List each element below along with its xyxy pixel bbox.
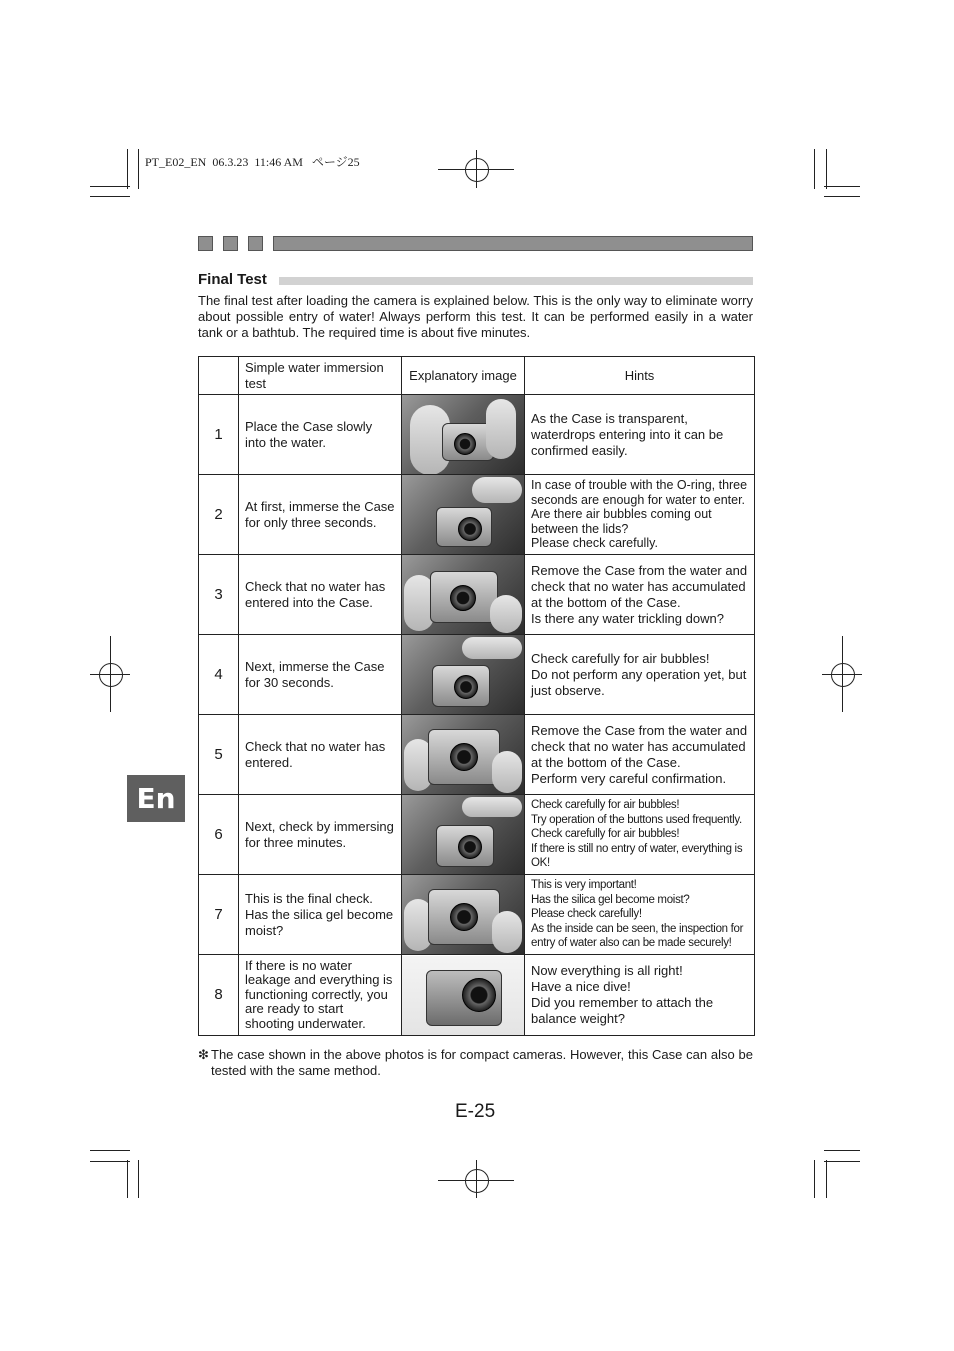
step-hints	[525, 395, 755, 475]
crop-mark	[90, 196, 130, 197]
step-number: 6	[199, 795, 239, 875]
explanatory-photo	[402, 715, 524, 794]
footnote-mark: ❇	[198, 1047, 209, 1062]
hint-line: Check carefully for air bubbles!	[531, 799, 680, 812]
step-hints	[525, 795, 755, 875]
explanatory-photo	[402, 475, 524, 554]
hint-line: If there is still no entry of water, everything is OK!	[531, 842, 743, 870]
explanatory-photo	[402, 875, 524, 954]
hint-line: As the Case is transparent, waterdrops entering into it can be confirmed easily.	[531, 410, 724, 458]
print-date: 06.3.23	[212, 155, 249, 169]
hint-line: Has the silica gel become moist?	[531, 893, 690, 906]
step-number: 1	[199, 395, 239, 475]
table-row	[199, 715, 755, 795]
table-row	[199, 555, 755, 635]
explanatory-photo	[402, 555, 524, 634]
step-instruction: This is the final check. Has the silica gel become moist?	[239, 875, 402, 955]
table-row	[199, 475, 755, 555]
section-title: Final Test	[198, 271, 267, 288]
step-number: 4	[199, 635, 239, 715]
step-number: 8	[199, 955, 239, 1036]
steps-table	[198, 356, 755, 1036]
step-instruction: Check that no water has entered into the Case.	[239, 555, 402, 635]
hint-line: This is very important!	[531, 879, 637, 892]
table-row	[199, 955, 755, 1036]
print-file: PT_E02_EN	[145, 155, 207, 169]
explanatory-photo	[402, 395, 524, 474]
hint-line: Remove the Case from the water and check that no water has accumulated at the bottom of the Case.	[531, 562, 748, 610]
print-meta	[145, 153, 360, 170]
step-number: 5	[199, 715, 239, 795]
step-hints	[525, 955, 755, 1036]
title-rule	[279, 277, 753, 285]
header-image: Explanatory image	[402, 357, 525, 395]
step-hints	[525, 555, 755, 635]
explanatory-photo	[402, 635, 524, 714]
table-row	[199, 795, 755, 875]
step-image-cell	[402, 475, 525, 555]
step-image-cell	[402, 795, 525, 875]
crop-mark	[90, 186, 130, 187]
step-image-cell	[402, 715, 525, 795]
step-hints	[525, 875, 755, 955]
footnote-text: The case shown in the above photos is for compact cameras. However, this Case can also be tested with the same method.	[211, 1047, 753, 1078]
crop-mark	[138, 149, 139, 189]
intro-paragraph: The final test after loading the camera is explained below. This is the only way to eliminate worry about possible entry of water! Always perform this test. It can be performed easily in a water tank or a bathtub. The required time is about five minutes.	[198, 293, 753, 340]
step-instruction: If there is no water leakage and everything is functioning correctly, you are ready to start shooting underwater.	[239, 955, 402, 1036]
crop-mark	[824, 1161, 860, 1162]
explanatory-photo	[402, 956, 524, 1035]
table-row	[199, 635, 755, 715]
step-image-cell	[402, 635, 525, 715]
crop-mark	[826, 149, 827, 189]
hint-line: In case of trouble with the O-ring, three seconds are enough for water to enter. Are there air bubbles coming out between the lids?	[531, 478, 748, 536]
hint-line: Please check carefully.	[531, 536, 658, 551]
step-instruction: At first, immerse the Case for only three seconds.	[239, 475, 402, 555]
table-row	[199, 395, 755, 475]
step-instruction: Place the Case slowly into the water.	[239, 395, 402, 475]
hint-line: Perform very careful confirmation.	[531, 770, 727, 786]
explanatory-photo	[402, 795, 524, 874]
hint-line: Did you remember to attach the balance weight?	[531, 995, 714, 1026]
crop-mark	[824, 186, 860, 187]
step-number: 3	[199, 555, 239, 635]
hint-line: Try operation of the buttons used frequently.	[531, 813, 742, 826]
header-number	[199, 357, 239, 395]
header-square	[223, 236, 238, 251]
hint-line: Have a nice dive!	[531, 979, 631, 994]
crop-mark	[824, 196, 860, 197]
header-square	[248, 236, 263, 251]
header-bar	[273, 236, 753, 251]
hint-line: Do not perform any operation yet, but just observe.	[531, 666, 747, 698]
crop-mark	[138, 1160, 139, 1198]
step-instruction: Check that no water has entered.	[239, 715, 402, 795]
step-hints	[525, 635, 755, 715]
step-hints	[525, 475, 755, 555]
crop-mark	[127, 1160, 128, 1198]
hint-line: Is there any water trickling down?	[531, 610, 724, 626]
header-hints: Hints	[525, 357, 755, 395]
hint-line: As the inside can be seen, the inspection for entry of water also can be made securely!	[531, 922, 744, 950]
step-instruction: Next, check by immersing for three minutes.	[239, 795, 402, 875]
hint-line: Remove the Case from the water and check that no water has accumulated at the bottom of the Case.	[531, 722, 748, 770]
step-number: 2	[199, 475, 239, 555]
footnote	[198, 1047, 753, 1079]
language-tab: En	[127, 775, 185, 822]
step-number: 7	[199, 875, 239, 955]
crop-mark	[824, 1150, 860, 1151]
print-page-ref: ページ25	[311, 155, 360, 169]
crop-mark	[814, 1160, 815, 1198]
step-image-cell	[402, 395, 525, 475]
crop-mark	[814, 149, 815, 189]
table-row	[199, 875, 755, 955]
step-image-cell	[402, 955, 525, 1036]
crop-mark	[826, 1160, 827, 1198]
print-time: 11:46 AM	[254, 155, 303, 169]
crop-mark	[127, 149, 128, 189]
step-hints	[525, 715, 755, 795]
header-square	[198, 236, 213, 251]
hint-line: Now everything is all right!	[531, 963, 683, 978]
crop-mark	[90, 1150, 130, 1151]
crop-mark	[90, 1161, 130, 1162]
hint-line: Check carefully for air bubbles!	[531, 828, 680, 841]
step-image-cell	[402, 875, 525, 955]
hint-line: Please check carefully!	[531, 908, 642, 921]
header-test: Simple water immersion test	[239, 357, 402, 395]
step-image-cell	[402, 555, 525, 635]
step-instruction: Next, immerse the Case for 30 seconds.	[239, 635, 402, 715]
page-number: E-25	[455, 1101, 496, 1122]
hint-line: Check carefully for air bubbles!	[531, 650, 710, 666]
table-header-row	[199, 357, 755, 395]
